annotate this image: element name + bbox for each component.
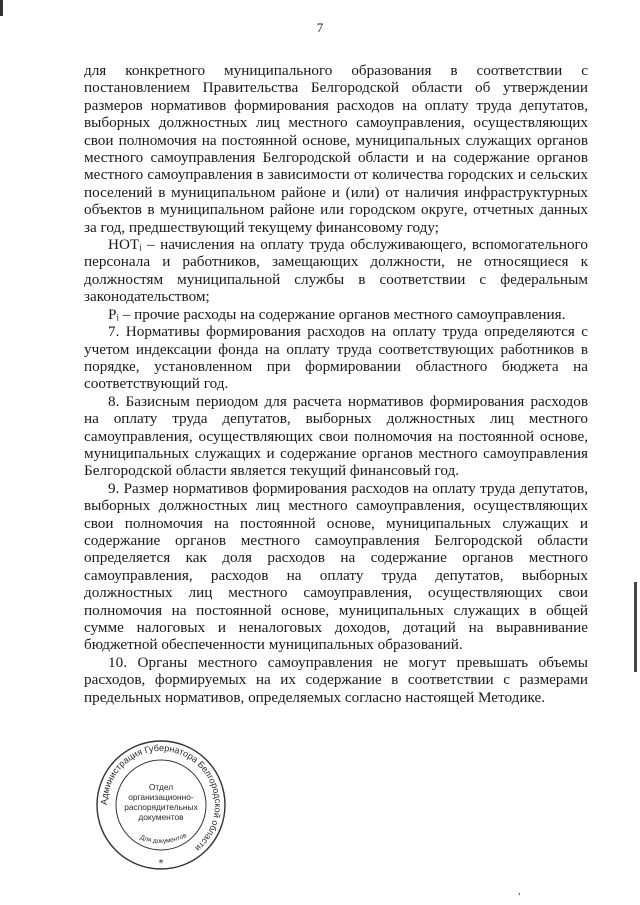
stamp-ring-text: Администрация Губернатора Белгородской области: [98, 742, 224, 854]
page-number: 7: [316, 20, 324, 35]
paragraph-continuation: для конкретного муниципального образования в соответствии с постановлением Правительства Белгородской области об утверждении размеров нормативов формирования расходов на оплату труда депутатов, выборных должностных лиц местного самоуправления, осуществляющих свои полномочия на постоянной основе, муниципальных служащих органов местного самоуправления Белгородской области и на содержание органов местного самоуправления в зависимости от количества городских и сельских поселений в муниципальном районе и (или) от наличия инфраструктурных объектов в муниципальном районе или городском округе, отчетных данных за год, предшествующий текущему финансовому году;: [84, 62, 588, 236]
document-body: [84, 62, 588, 706]
paragraph-item-9: 9. Размер нормативов формирования расходов на оплату труда депутатов, выборных должностных лиц местного самоуправления, осуществляющих свои полномочия на постоянной основе, муниципальных служащих и содержание органов местного самоуправления Белгородской области определяется как доля расходов на содержание органов местного самоуправления, расходов на оплату труда депутатов, выборных должностных лиц местного самоуправления, осуществляющих свои полномочия на постоянной основе, муниципальных служащих в общей сумме налоговых и неналоговых доходов, дотаций на выравнивание бюджетной обеспеченности муниципальных образований.: [84, 479, 588, 654]
stamp-bottom-text: Для документов: [139, 832, 188, 846]
stamp-star: *: [158, 858, 164, 869]
paragraph-item-8: 8. Базисным периодом для расчета нормативов формирования расходов на оплату труда депутатов, выборных должностных лиц местного самоуправления, осуществляющих свои полномочия на постоянной основе, муниципальных служащих и содержание органов местного самоуправления Белгородской области является текущий финансовый год.: [84, 392, 588, 480]
paragraph-item-7: 7. Нормативы формирования расходов на оплату труда определяются с учетом индексации фонда на оплату труда соответствующих работников в порядке, установленном при формировании областного бюджета на соответствующий год.: [84, 323, 588, 393]
official-stamp: [94, 738, 228, 872]
scan-edge-mark-right: [634, 582, 637, 672]
paragraph-p-definition: Pᵢ – прочие расходы на содержание органов местного самоуправления.: [108, 305, 566, 323]
paragraph-item-10: 10. Органы местного самоуправления не могут превышать объемы расходов, формируемых на их содержание в соответствии с размерами предельных нормативов, определяемых согласно настоящей Методике.: [84, 653, 588, 706]
stamp-center-text: Отдел организационно-распорядительных документов: [124, 782, 198, 822]
paragraph-hot-definition: НОТᵢ – начисления на оплату труда обслуживающего, вспомогательного персонала и работников, замещающих должности, не относящиеся к должностям муниципальной службы в соответствии с федеральным законодательством;: [84, 236, 588, 306]
scan-dot-mark: ,: [518, 886, 521, 897]
scan-edge-mark: [0, 0, 3, 16]
